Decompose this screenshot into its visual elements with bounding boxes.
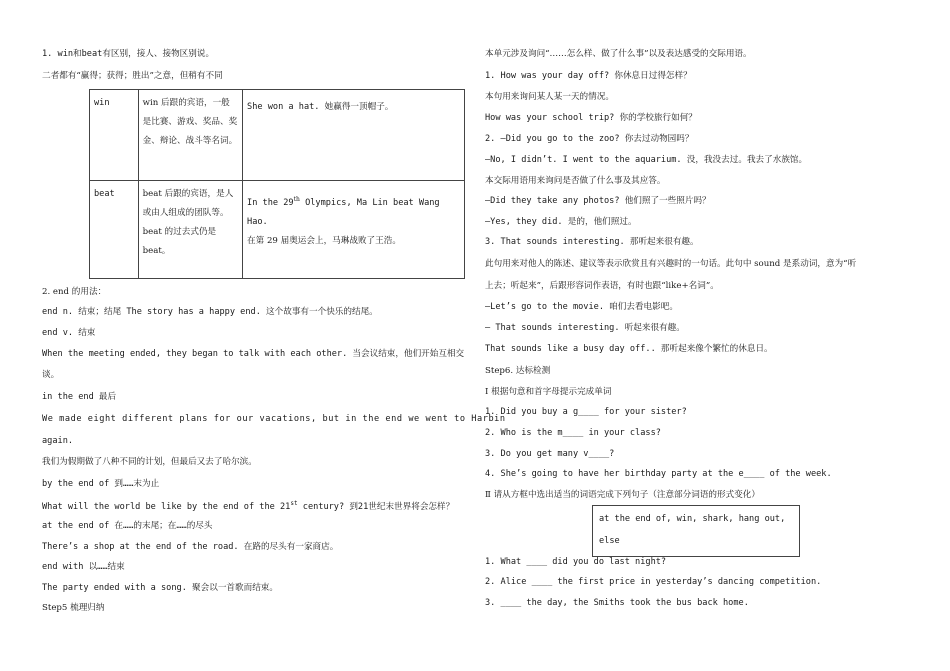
left-line-end-noun: end n. 结束；结尾 The story has a happy end. 这个故事有一个快乐的结尾。 bbox=[42, 307, 378, 317]
right-line-movie: —Let’s go to the movie. 咱们去看电影吧。 bbox=[485, 302, 678, 312]
table-cell-desc-beat: beat 后跟的宾语，是人或由人组成的团队等。beat 的过去式仍是beat。 bbox=[138, 181, 242, 279]
example-cn: 在第 29 届奥运会上，马琳战败了王浩。 bbox=[247, 235, 401, 246]
century-text-b: century? 到21世纪末世界将会怎样？ bbox=[297, 501, 455, 512]
right-line-q1: 1. Did you buy a g____ for your sister? bbox=[485, 407, 687, 417]
left-line-by-the-end: by the end of 到……末为止 bbox=[42, 479, 160, 489]
right-line-sounds-interesting-reply: — That sounds interesting. 听起来很有趣。 bbox=[485, 323, 685, 333]
example-en-b: Olympics, Ma Lin beat Wang Hao. bbox=[247, 197, 440, 227]
century-sup: st bbox=[290, 500, 298, 507]
word-bank-box bbox=[592, 505, 800, 557]
left-line-step5: Step5 梳理归纳 bbox=[42, 603, 105, 613]
left-line-in-the-end: in the end 最后 bbox=[42, 392, 117, 402]
left-line-again: again. bbox=[42, 436, 74, 446]
left-line-win-beat-intro: 1. win和beat有区别，接人、接物区别说。 bbox=[42, 49, 215, 59]
century-text-a: What will the world be like by the end of the 21 bbox=[42, 501, 291, 512]
left-line-end-with: end with 以……结束 bbox=[42, 562, 125, 572]
left-line-eight-plans: We made eight different plans for our vacations, but in the end we went to Harbin bbox=[42, 414, 506, 424]
word-bank-line-1: at the end of, win, shark, hang out, bbox=[599, 514, 786, 524]
right-line-step6: Step6. 达标检测 bbox=[485, 366, 551, 376]
right-line-q3: 3. Do you get many v____? bbox=[485, 449, 615, 459]
table-row-beat bbox=[90, 181, 465, 279]
right-line-busy-day: That sounds like a busy day off.. 那听起来像个繁忙的休息日。 bbox=[485, 344, 773, 354]
left-line-harbin-cn: 我们为假期做了八种不同的计划，但最后又去了哈尔滨。 bbox=[42, 457, 257, 467]
right-line-q2: 2. Who is the m____ in your class? bbox=[485, 428, 661, 438]
right-line-photos: —Did they take any photos? 他们照了一些照片吗？ bbox=[485, 196, 711, 206]
right-line-unit-intro: 本单元涉及询问“……怎么样、做了什么事”以及表达感受的交际用语。 bbox=[485, 49, 752, 59]
table-cell-desc-win: win 后跟的宾语，一般是比赛、游戏、奖品、奖金、辩论、战斗等名词。 bbox=[138, 90, 242, 181]
left-line-meeting-ended: When the meeting ended, they began to talk with each other. 当会议结束，他们开始互相交 bbox=[42, 349, 465, 359]
right-line-school-trip: How was your school trip? 你的学校旅行如何？ bbox=[485, 113, 697, 123]
right-line-fill-1: 1. What ____ did you do last night? bbox=[485, 557, 667, 567]
left-line-common-meaning: 二者都有“赢得；获得；胜出”之意，但稍有不同 bbox=[42, 71, 223, 81]
left-line-talk-cont: 谈。 bbox=[42, 370, 60, 380]
word-bank-line-2: else bbox=[599, 536, 620, 546]
right-line-fill-3: 3. ____ the day, the Smiths took the bus back home. bbox=[485, 598, 749, 608]
left-line-shop: There’s a shop at the end of the road. 在路的尽头有一家商店。 bbox=[42, 542, 339, 552]
right-line-q4: 4. She’s going to have her birthday party at the e____ of the week. bbox=[485, 469, 832, 479]
right-line-aquarium: —No, I didn’t. I went to the aquarium. 没，我没去过。我去了水族馆。 bbox=[485, 155, 808, 165]
right-line-section-1: Ⅰ 根据句意和首字母提示完成单词 bbox=[485, 387, 612, 397]
right-line-fill-2: 2. Alice ____ the first price in yesterday’s dancing competition. bbox=[485, 577, 822, 587]
table-row-win bbox=[90, 90, 465, 181]
table-cell-word-win: win bbox=[90, 90, 139, 181]
table-cell-word-beat: beat bbox=[90, 181, 139, 279]
right-line-day-off: 1. How was your day off? 你休息日过得怎样？ bbox=[485, 71, 692, 81]
table-cell-example-win: She won a hat. 她赢得一顶帽子。 bbox=[243, 90, 465, 181]
right-line-yes-they-did: —Yes, they did. 是的，他们照过。 bbox=[485, 217, 637, 227]
left-line-21st-century bbox=[42, 501, 454, 511]
right-line-sound-desc-cont: 上去；听起来”，后跟形容词作表语，有时也跟“like+名词”。 bbox=[485, 281, 719, 291]
left-line-end-usage: 2. end 的用法： bbox=[42, 287, 107, 297]
right-line-ask-did: 本交际用语用来询问是否做了什么事及其应答。 bbox=[485, 176, 666, 186]
table-cell-example-beat bbox=[243, 181, 465, 279]
win-beat-table bbox=[89, 89, 465, 279]
right-line-day-off-desc: 本句用来询问某人某一天的情况。 bbox=[485, 92, 614, 102]
right-line-sounds-interesting: 3. That sounds interesting. 那听起来很有趣。 bbox=[485, 237, 699, 247]
right-line-sound-desc: 此句用来对他人的陈述、建议等表示欣赏且有兴趣时的一句话。此句中 sound 是系动词，意为“听 bbox=[485, 259, 857, 269]
left-line-party-ended: The party ended with a song. 聚会以一首歌而结束。 bbox=[42, 583, 278, 593]
left-line-at-the-end: at the end of 在……的末尾；在……的尽头 bbox=[42, 521, 213, 531]
example-sup: th bbox=[293, 196, 300, 203]
right-line-zoo: 2. —Did you go to the zoo? 你去过动物园吗？ bbox=[485, 134, 694, 144]
right-line-section-2: Ⅱ 请从方框中选出适当的词语完成下列句子（注意部分词语的形式变化） bbox=[485, 490, 760, 500]
example-en-a: In the 29 bbox=[247, 197, 294, 208]
left-line-end-verb: end v. 结束 bbox=[42, 328, 96, 338]
